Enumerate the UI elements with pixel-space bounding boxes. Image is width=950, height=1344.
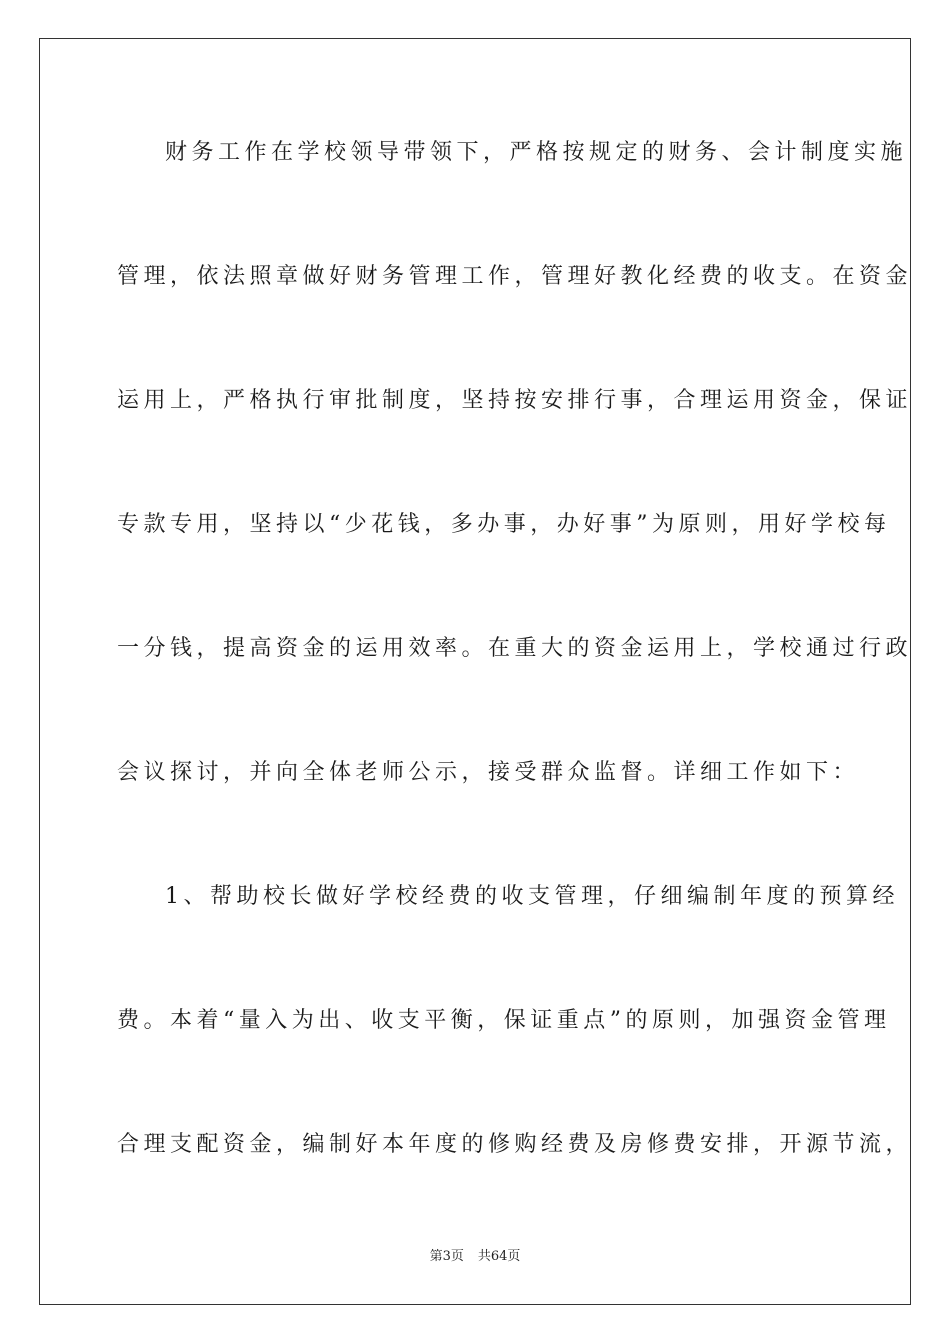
paragraph-line: 会议探讨，并向全体老师公示，接受群众监督。详细工作如下： (117, 760, 860, 785)
page-number: 第3页 (429, 1249, 464, 1264)
page-border (39, 38, 911, 1305)
paragraph-line: 1、帮助校长做好学校经费的收支管理，仔细编制年度的预算经 (165, 884, 899, 909)
paragraph-line: 运用上，严格执行审批制度，坚持按安排行事，合理运用资金，保证 (117, 388, 913, 413)
paragraph-line: 合理支配资金，编制好本年度的修购经费及房修费安排，开源节流， (117, 1132, 913, 1157)
page-footer (0, 1248, 950, 1266)
page-total: 共64页 (477, 1249, 521, 1264)
paragraph-line: 财务工作在学校领导带领下，严格按规定的财务、会计制度实施 (165, 140, 908, 165)
paragraph-line: 一分钱，提高资金的运用效率。在重大的资金运用上，学校通过行政 (117, 636, 913, 661)
paragraph-line: 管理，依法照章做好财务管理工作，管理好教化经费的收支。在资金 (117, 264, 913, 289)
paragraph-line: 费。本着“量入为出、收支平衡，保证重点”的原则，加强资金管理 (117, 1008, 891, 1033)
paragraph-line: 专款专用，坚持以“少花钱，多办事，办好事”为原则，用好学校每 (117, 512, 891, 537)
